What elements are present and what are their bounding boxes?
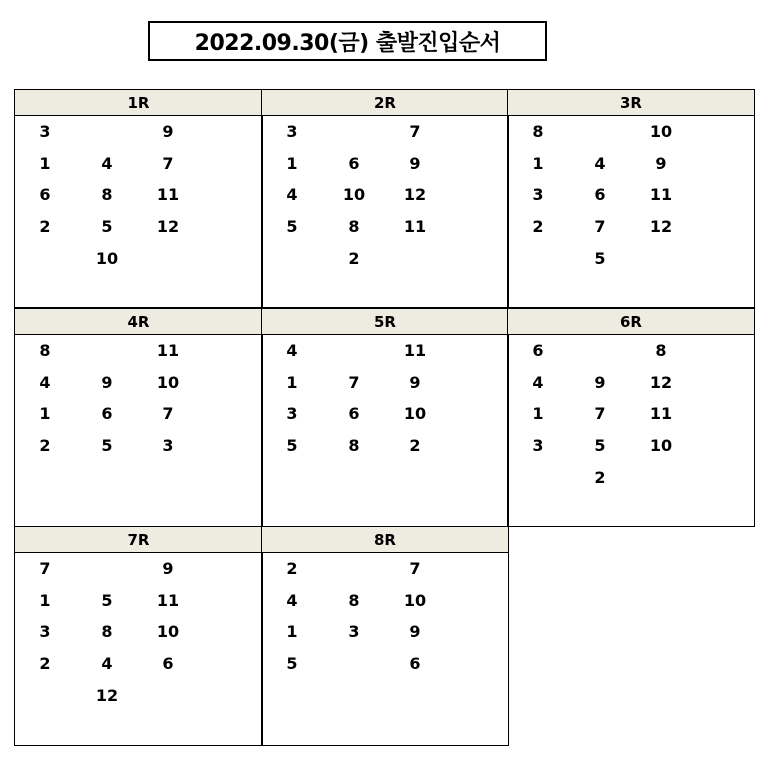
entry-number: 4 [101,654,113,673]
entry-number: 1 [286,373,298,392]
entry-number: 8 [348,591,360,610]
entry-number: 11 [649,404,673,423]
entry-number: 12 [649,217,673,236]
entry-number: 5 [594,249,606,268]
entry-number: 5 [101,217,113,236]
entry-number: 2 [532,217,544,236]
entry-number: 12 [403,185,427,204]
entry-number: 6 [348,154,360,173]
entry-number: 10 [649,122,673,141]
entry-number: 4 [286,341,298,360]
entry-number: 9 [162,122,174,141]
entry-number: 8 [532,122,544,141]
entry-number: 12 [95,686,119,705]
entry-number: 6 [39,185,51,204]
entry-number: 6 [101,404,113,423]
entry-number: 6 [594,185,606,204]
entry-number: 6 [162,654,174,673]
entry-number: 6 [348,404,360,423]
entry-number: 2 [409,436,421,455]
race-panel-6r [507,308,755,527]
entry-number: 3 [532,185,544,204]
entry-number: 7 [162,154,174,173]
entry-number: 1 [286,622,298,641]
entry-number: 8 [39,341,51,360]
entry-number: 8 [348,217,360,236]
entry-number: 7 [409,122,421,141]
entry-number: 3 [39,122,51,141]
entry-number: 10 [95,249,119,268]
entry-number: 4 [532,373,544,392]
entry-number: 3 [532,436,544,455]
entry-number: 7 [39,559,51,578]
entry-number: 3 [162,436,174,455]
entry-number: 2 [39,217,51,236]
entry-number: 7 [409,559,421,578]
entry-number: 4 [39,373,51,392]
entry-number: 11 [403,341,427,360]
entry-number: 11 [156,591,180,610]
entry-number: 9 [594,373,606,392]
entry-number: 4 [594,154,606,173]
entry-number: 6 [532,341,544,360]
entry-number: 7 [594,404,606,423]
entry-number: 5 [101,436,113,455]
race-body [507,334,755,527]
entry-number: 2 [594,468,606,487]
race-panel-5r [261,308,509,527]
entry-number: 2 [39,654,51,673]
race-panel-1r [14,89,263,308]
entry-number: 1 [532,404,544,423]
entry-number: 11 [649,185,673,204]
page-title: 2022.09.30(금) 출발진입순서 [148,21,547,61]
entry-number: 9 [655,154,667,173]
entry-number: 7 [348,373,360,392]
race-header: 8R [261,526,509,553]
entry-number: 11 [403,217,427,236]
entry-number: 1 [532,154,544,173]
entry-number: 5 [286,654,298,673]
race-panel-4r [14,308,263,527]
race-panel-3r [507,89,755,308]
entry-number: 8 [655,341,667,360]
entry-number: 10 [342,185,366,204]
race-header: 3R [507,89,755,116]
race-header: 7R [14,526,263,553]
entry-number: 11 [156,341,180,360]
entry-number: 10 [156,622,180,641]
entry-number: 3 [286,122,298,141]
entry-number: 8 [101,622,113,641]
race-header: 4R [14,308,263,335]
entry-number: 2 [348,249,360,268]
entry-number: 5 [286,436,298,455]
entry-number: 4 [286,591,298,610]
entry-number: 7 [162,404,174,423]
entry-number: 5 [286,217,298,236]
race-body [14,334,263,527]
race-header: 5R [261,308,509,335]
race-body [14,115,263,308]
race-body [507,115,755,308]
entry-number: 3 [39,622,51,641]
entry-number: 1 [39,154,51,173]
race-panel-8r [261,526,509,746]
entry-number: 4 [101,154,113,173]
entry-number: 5 [594,436,606,455]
entry-number: 3 [286,404,298,423]
race-header: 1R [14,89,263,116]
entry-number: 1 [39,591,51,610]
entry-number: 10 [649,436,673,455]
race-body [14,552,263,746]
race-panel-7r [14,526,263,746]
entry-number: 2 [286,559,298,578]
entry-number: 3 [348,622,360,641]
race-body [261,552,509,746]
entry-number: 1 [286,154,298,173]
entry-number: 12 [649,373,673,392]
entry-number: 9 [409,622,421,641]
entry-number: 6 [409,654,421,673]
entry-number: 9 [101,373,113,392]
entry-number: 8 [348,436,360,455]
entry-number: 12 [156,217,180,236]
entry-number: 11 [156,185,180,204]
entry-number: 9 [409,373,421,392]
entry-number: 2 [39,436,51,455]
entry-number: 1 [39,404,51,423]
entry-number: 10 [403,404,427,423]
entry-number: 9 [409,154,421,173]
entry-number: 4 [286,185,298,204]
entry-number: 8 [101,185,113,204]
entry-number: 10 [156,373,180,392]
race-header: 6R [507,308,755,335]
entry-number: 5 [101,591,113,610]
entry-number: 7 [594,217,606,236]
race-panel-2r [261,89,509,308]
entry-number: 10 [403,591,427,610]
race-body [261,334,509,527]
race-header: 2R [261,89,509,116]
race-body [261,115,509,308]
entry-number: 9 [162,559,174,578]
